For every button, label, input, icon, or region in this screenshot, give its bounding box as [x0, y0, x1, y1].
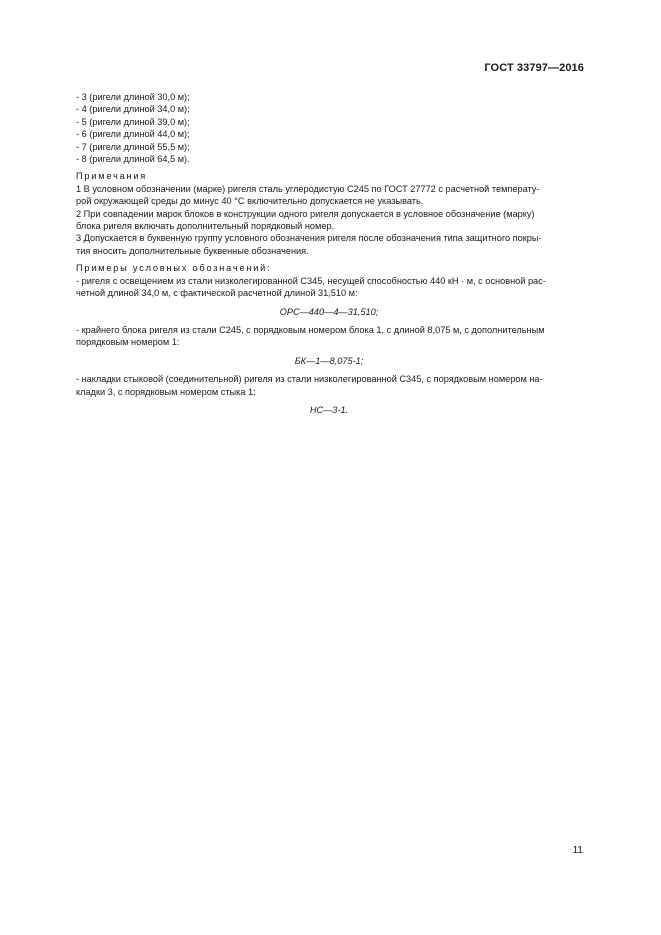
example-1-formula: ОРС—440—4—31,510; [279, 306, 379, 317]
example-1-line-2: четной длиной 34,0 м, с фактической расчетной длиной 31,510 м: [76, 288, 358, 299]
examples-heading: Примеры условных обозначений: [76, 263, 272, 274]
list-item: - 8 (ригели длиной 64,5 м). [76, 154, 190, 165]
note-2-line-1: 2 При совпадении марок блоков в конструкции одного ригеля допускается в условное обозначение (марку) [76, 208, 535, 219]
example-2-line-1: - крайнего блока ригеля из стали С245, с порядковым номером блока 1, с длиной 8,075 м, с дополнительным [76, 324, 545, 335]
note-1-line-1: 1 В условном обозначении (марке) ригеля сталь углеродистую С245 по ГОСТ 27772 с расчетной температу- [76, 183, 540, 194]
list-item: - 3 (ригели длиной 30,0 м); [76, 92, 190, 102]
notes-section [76, 170, 582, 257]
example-3-line-1: - накладки стыковой (соединительной) ригеля из стали низколегированной С345, с порядковым номером на- [76, 374, 543, 385]
example-1-line-1: - ригеля с освещением из стали низколегированной С345, несущей способностью 440 кН · м, с основной рас- [76, 275, 546, 286]
list-item: - 5 (ригели длиной 39,0 м); [76, 116, 190, 127]
example-3-formula: НС—3-1. [309, 404, 349, 415]
note-3-line-2: тия вносить дополнительные буквенные обозначения. [76, 245, 309, 256]
page-content [76, 91, 582, 416]
standard-header: ГОСТ 33797—2016 [484, 62, 584, 74]
list-item: - 7 (ригели длиной 55,5 м); [76, 141, 190, 152]
list-item: - 6 (ригели длиной 44,0 м); [76, 129, 190, 140]
list-item: - 4 (ригели длиной 34,0 м); [76, 104, 190, 115]
example-2-formula: БК—1—8,075-1; [294, 355, 364, 366]
page-number: 11 [572, 845, 583, 856]
notes-heading: Примечания [76, 171, 148, 182]
examples-section [76, 262, 582, 416]
length-list [76, 91, 582, 165]
example-3-line-2: кладки 3, с порядковым номером стыка 1: [76, 386, 256, 397]
note-2-line-2: блока ригеля включать дополнительный порядковый номер. [76, 221, 335, 232]
note-3-line-1: 3 Допускается в буквенную группу условного обозначения ригеля после обозначения типа защитного покры- [76, 233, 542, 244]
note-1-line-2: рой окружающей среды до минус 40 °С включительно допускается не указывать. [76, 196, 424, 207]
example-2-line-2: порядковым номером 1: [76, 337, 180, 348]
